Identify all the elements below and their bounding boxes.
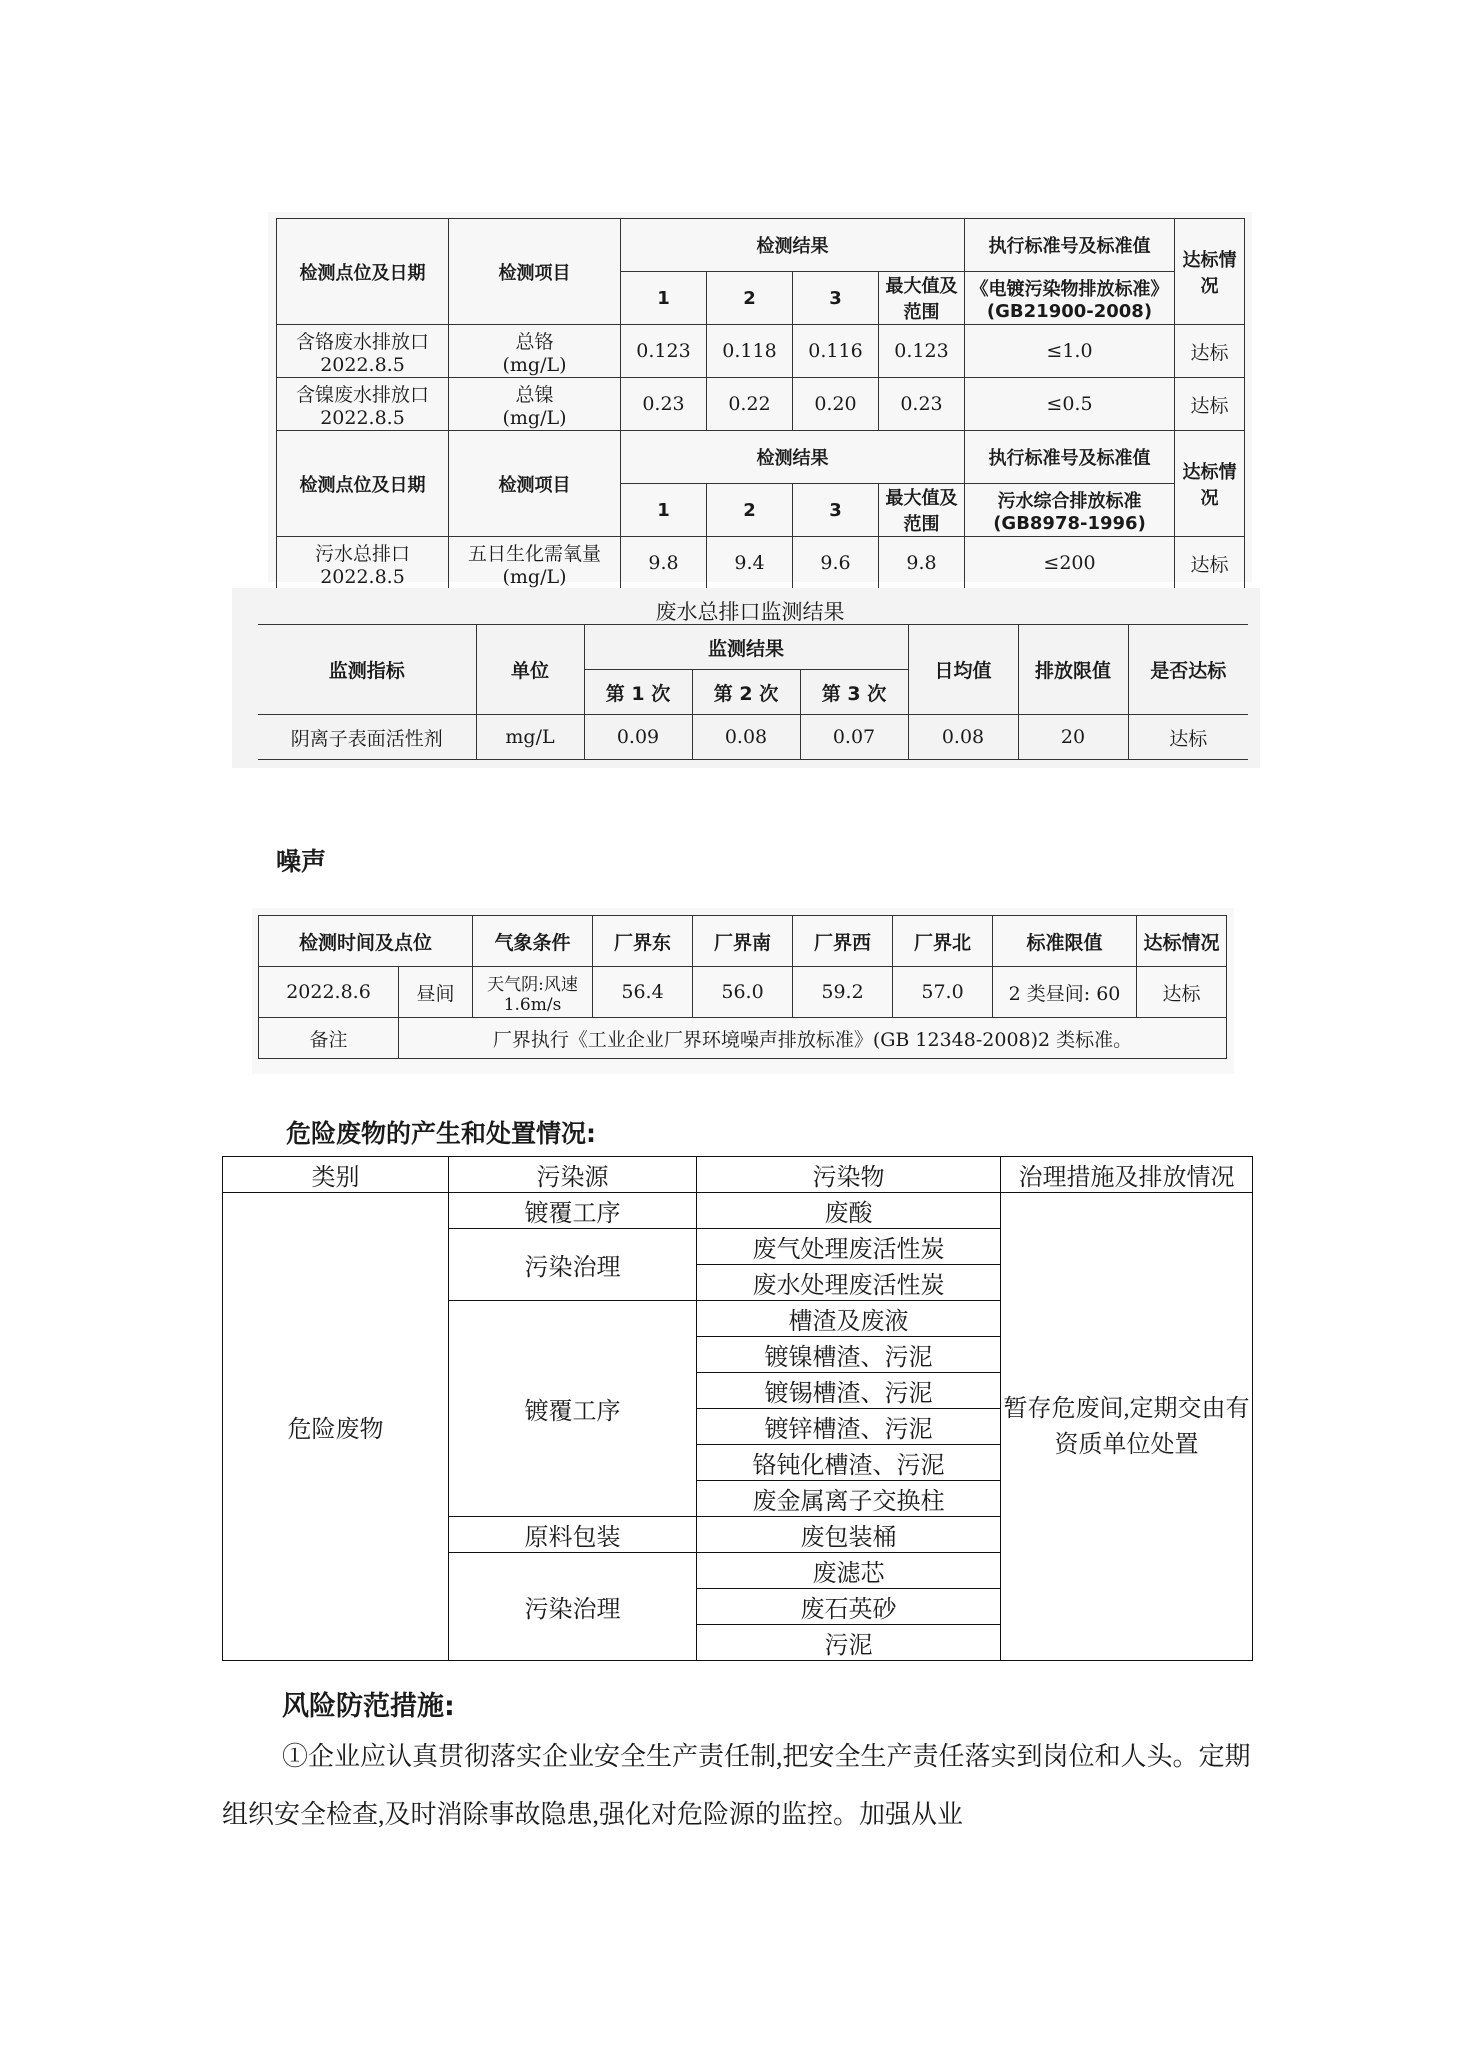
cell-unit: (mg/L)	[502, 406, 567, 429]
header-point-date-2: 检测点位及日期	[277, 431, 449, 537]
cell-source: 污染治理	[449, 1229, 697, 1301]
hazardous-waste-table	[222, 1156, 1253, 1661]
cell-limit: ≤1.0	[965, 325, 1175, 378]
cell-pollutant: 废包装桶	[697, 1517, 1001, 1553]
cell-unit: (mg/L)	[502, 353, 567, 376]
header-south: 厂界南	[693, 916, 793, 967]
header-reach: 达标情况	[1175, 219, 1245, 325]
cell-value: 0.22	[707, 378, 793, 431]
cell-date: 2022.8.6	[259, 967, 399, 1018]
header-result-2: 检测结果	[621, 431, 965, 484]
noise-heading: 噪声	[276, 847, 327, 876]
header-first: 第 1 次	[584, 670, 692, 715]
header-second: 第 2 次	[692, 670, 800, 715]
cell-pollutant: 污泥	[697, 1625, 1001, 1661]
cell-point: 含铬废水排放口	[295, 330, 429, 353]
cell-value: 9.4	[707, 537, 793, 590]
cell-value: 0.23	[621, 378, 707, 431]
header-time-point: 检测时间及点位	[259, 916, 473, 967]
cell-limit: ≤0.5	[965, 378, 1175, 431]
header-reach: 达标情况	[1137, 916, 1227, 967]
wastewater-standard-table	[276, 218, 1245, 590]
header-n1: 1	[621, 272, 707, 325]
cell-value: 0.09	[584, 715, 692, 760]
header-third: 第 3 次	[800, 670, 908, 715]
cell-period: 昼间	[399, 967, 473, 1018]
cell-date: 2022.8.5	[320, 406, 405, 429]
cell-limit: ≤200	[965, 537, 1175, 590]
cell-east: 56.4	[593, 967, 693, 1018]
table-row	[259, 967, 1227, 1018]
cell-item: 总铬	[515, 330, 554, 353]
cell-pollutant: 废石英砂	[697, 1589, 1001, 1625]
cell-category: 危险废物	[223, 1193, 449, 1661]
cell-source: 镀覆工序	[449, 1193, 697, 1229]
cell-reach: 达标	[1175, 378, 1245, 431]
cell-point: 污水总排口	[314, 542, 410, 565]
total-outlet-table	[258, 624, 1248, 760]
cell-source: 污染治理	[449, 1553, 697, 1661]
header-limit: 排放限值	[1018, 625, 1128, 715]
cell-value: 9.6	[793, 537, 879, 590]
header-n2: 2	[707, 272, 793, 325]
cell-pollutant: 废气处理废活性炭	[697, 1229, 1001, 1265]
header-measure: 治理措施及排放情况	[1001, 1157, 1253, 1193]
cell-note: 厂界执行《工业企业厂界环境噪声排放标准》(GB 12348-2008)2 类标准。	[399, 1018, 1227, 1059]
cell-max: 0.23	[879, 378, 965, 431]
header-weather: 气象条件	[473, 916, 593, 967]
cell-max: 0.123	[879, 325, 965, 378]
header-n3-2: 3	[793, 484, 879, 537]
cell-pollutant: 镀锌槽渣、污泥	[697, 1409, 1001, 1445]
cell-south: 56.0	[693, 967, 793, 1018]
cell-unit: (mg/L)	[502, 565, 567, 588]
header-n3: 3	[793, 272, 879, 325]
cell-value: 0.123	[621, 325, 707, 378]
header-standard: 执行标准号及标准值	[965, 219, 1175, 272]
cell-unit: mg/L	[476, 715, 584, 760]
header-result: 监测结果	[584, 625, 908, 670]
cell-pollutant: 废水处理废活性炭	[697, 1265, 1001, 1301]
header-standard-2: 执行标准号及标准值	[965, 431, 1175, 484]
noise-table	[258, 915, 1227, 1059]
header-reach: 是否达标	[1128, 625, 1248, 715]
cell-value: 9.8	[621, 537, 707, 590]
hazard-heading: 危险废物的产生和处置情况:	[286, 1119, 596, 1148]
cell-reach: 达标	[1175, 537, 1245, 590]
cell-note-label: 备注	[259, 1018, 399, 1059]
cell-source: 镀覆工序	[449, 1301, 697, 1517]
header-category: 类别	[223, 1157, 449, 1193]
cell-value: 0.20	[793, 378, 879, 431]
cell-west: 59.2	[793, 967, 893, 1018]
header-avg: 日均值	[908, 625, 1018, 715]
table-row	[277, 537, 1245, 590]
cell-limit: 20	[1018, 715, 1128, 760]
cell-pollutant: 废金属离子交换柱	[697, 1481, 1001, 1517]
header-pollutant: 污染物	[697, 1157, 1001, 1193]
header-reach-2: 达标情况	[1175, 431, 1245, 537]
standard-integrated: 污水综合排放标准(GB8978-1996)	[965, 484, 1175, 537]
header-north: 厂界北	[893, 916, 993, 967]
cell-pollutant: 废酸	[697, 1193, 1001, 1229]
cell-value: 0.118	[707, 325, 793, 378]
standard-electroplating: 《电镀污染物排放标准》(GB21900-2008)	[965, 272, 1175, 325]
cell-date: 2022.8.5	[320, 565, 405, 588]
header-point-date: 检测点位及日期	[277, 219, 449, 325]
table-row	[277, 325, 1245, 378]
cell-pollutant: 镀锡槽渣、污泥	[697, 1373, 1001, 1409]
cell-date: 2022.8.5	[320, 353, 405, 376]
cell-index: 阴离子表面活性剂	[258, 715, 476, 760]
cell-pollutant: 槽渣及废液	[697, 1301, 1001, 1337]
risk-paragraph: ①企业应认真贯彻落实企业安全生产责任制,把安全生产责任落实到岗位和人头。定期组织安全检查,及时消除事故隐患,强化对危险源的监控。加强从业	[222, 1742, 1251, 1829]
table-row	[277, 378, 1245, 431]
cell-pollutant: 铬钝化槽渣、污泥	[697, 1445, 1001, 1481]
cell-limit: 2 类昼间: 60	[993, 967, 1137, 1018]
cell-point: 含镍废水排放口	[295, 383, 429, 406]
cell-max: 9.8	[879, 537, 965, 590]
cell-north: 57.0	[893, 967, 993, 1018]
header-result: 检测结果	[621, 219, 965, 272]
cell-pollutant: 镀镍槽渣、污泥	[697, 1337, 1001, 1373]
header-item-2: 检测项目	[449, 431, 621, 537]
cell-weather: 天气阴:风速 1.6m/s	[473, 967, 593, 1018]
header-limit: 标准限值	[993, 916, 1137, 967]
cell-value: 0.07	[800, 715, 908, 760]
cell-reach: 达标	[1175, 325, 1245, 378]
table2-caption: 废水总排口监测结果	[655, 600, 845, 624]
header-max-2: 最大值及范围	[879, 484, 965, 537]
header-n2-2: 2	[707, 484, 793, 537]
cell-value: 0.08	[692, 715, 800, 760]
cell-measure: 暂存危废间,定期交由有资质单位处置	[1001, 1193, 1253, 1661]
cell-pollutant: 废滤芯	[697, 1553, 1001, 1589]
table-row	[259, 1018, 1227, 1059]
header-source: 污染源	[449, 1157, 697, 1193]
header-unit: 单位	[476, 625, 584, 715]
table-row	[258, 715, 1248, 760]
header-item: 检测项目	[449, 219, 621, 325]
header-index: 监测指标	[258, 625, 476, 715]
header-max: 最大值及范围	[879, 272, 965, 325]
header-west: 厂界西	[793, 916, 893, 967]
cell-avg: 0.08	[908, 715, 1018, 760]
cell-reach: 达标	[1137, 967, 1227, 1018]
cell-item: 五日生化需氧量	[467, 542, 601, 565]
cell-reach: 达标	[1128, 715, 1248, 760]
cell-item: 总镍	[515, 383, 554, 406]
header-east: 厂界东	[593, 916, 693, 967]
cell-value: 0.116	[793, 325, 879, 378]
risk-heading: 风险防范措施:	[282, 1691, 455, 1722]
cell-source: 原料包装	[449, 1517, 697, 1553]
header-n1-2: 1	[621, 484, 707, 537]
